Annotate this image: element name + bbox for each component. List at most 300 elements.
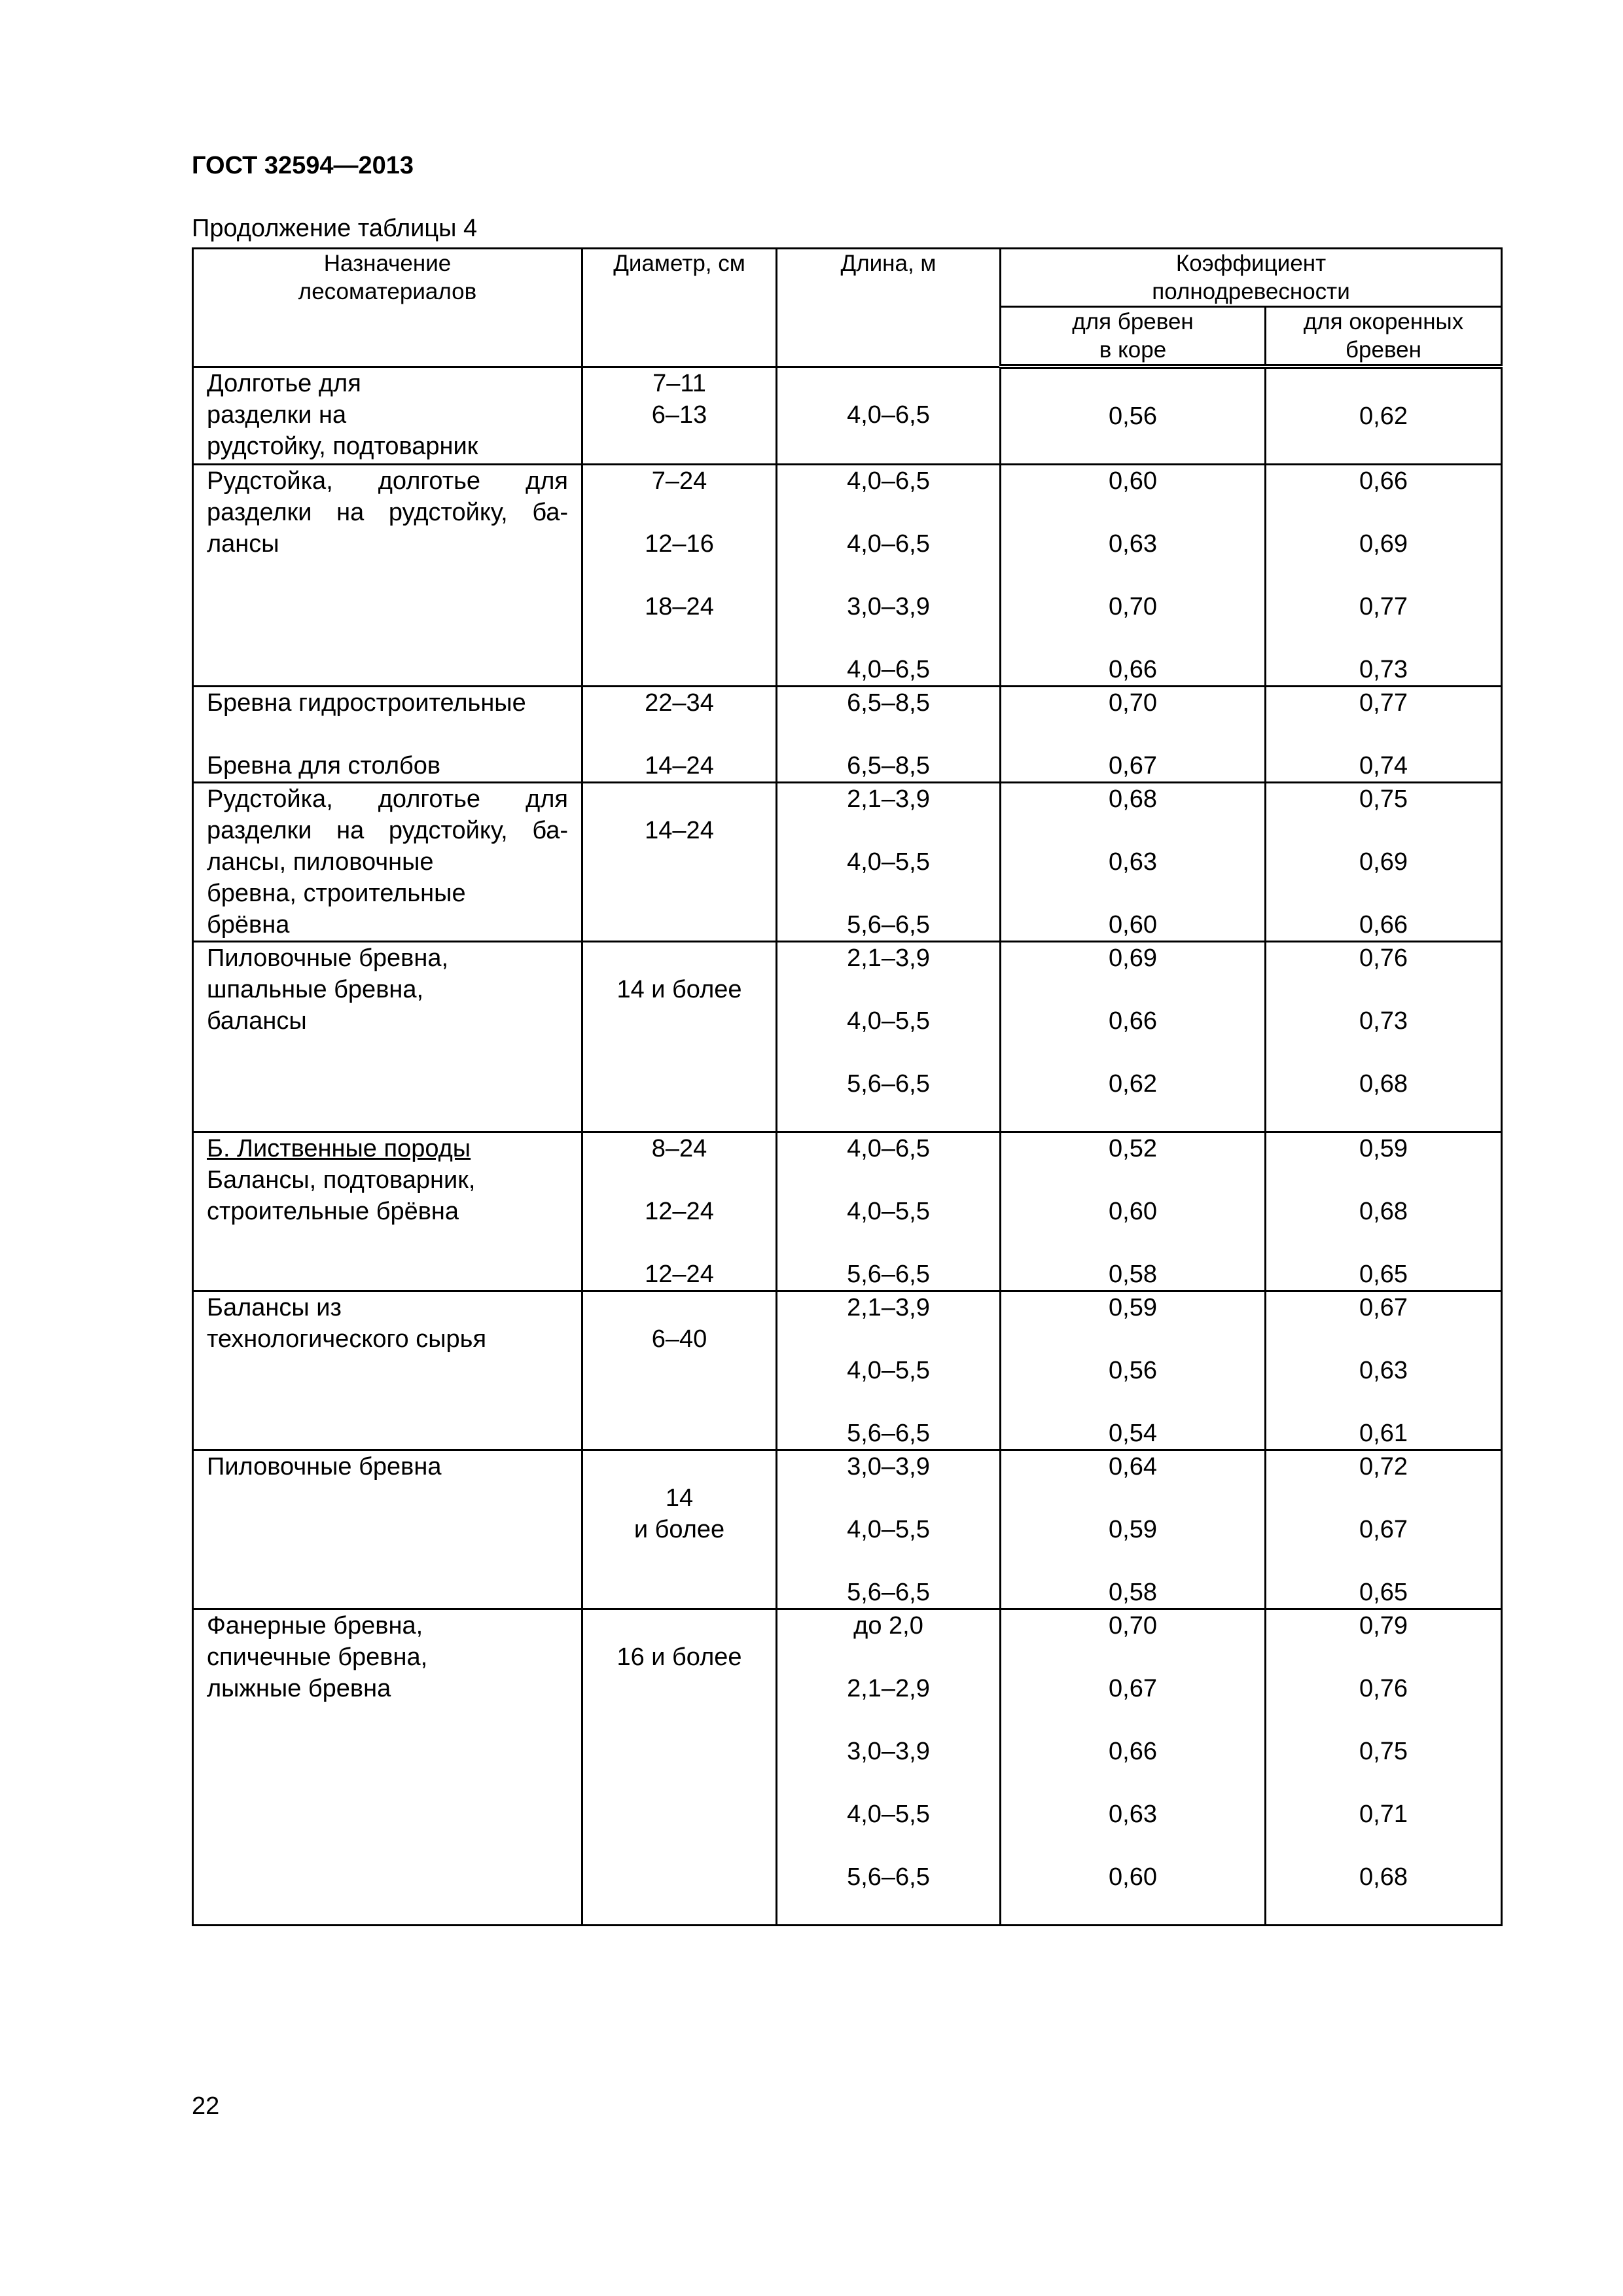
cell-coef-bark: [1001, 783, 1266, 942]
bark-line: [1001, 622, 1264, 654]
bark-line: [1001, 1641, 1264, 1673]
debarked-line: [1266, 1641, 1501, 1673]
bark-line: [1001, 1893, 1264, 1924]
bark-line: 0,63: [1109, 1801, 1157, 1828]
diameter-line: [583, 1164, 776, 1196]
length-line: [777, 431, 999, 462]
length-line: 2,1–3,9: [847, 944, 930, 972]
debarked-line: 0,63: [1359, 1357, 1408, 1384]
cell-diameter: [582, 783, 777, 942]
debarked-line: 0,77: [1359, 593, 1408, 620]
purpose-line: [207, 591, 568, 622]
length-line: 5,6–6,5: [847, 1261, 930, 1288]
debarked-line: 0,73: [1359, 1007, 1408, 1035]
bark-line: 0,64: [1109, 1453, 1157, 1480]
length-line: [777, 974, 999, 1005]
purpose-line: лансы, пиловочные: [207, 848, 434, 876]
diameter-line: [583, 1861, 776, 1893]
bark-line: 0,70: [1109, 1612, 1157, 1640]
diameter-line: [583, 1704, 776, 1736]
debarked-line: 0,67: [1359, 1516, 1408, 1543]
length-line: 4,0–5,5: [847, 1801, 930, 1828]
bark-line: 0,56: [1109, 1357, 1157, 1384]
purpose-line: Балансы из: [207, 1294, 342, 1321]
bark-line: 0,63: [1109, 848, 1157, 876]
diameter-line: [583, 719, 776, 750]
length-line: [777, 1037, 999, 1068]
header-coefficient: Коэффициент полнодревесности: [1001, 249, 1502, 307]
bark-line: 0,67: [1109, 752, 1157, 780]
debarked-line: 0,69: [1359, 848, 1408, 876]
length-line: 5,6–6,5: [847, 1863, 930, 1891]
bark-line: 0,62: [1109, 1070, 1157, 1098]
length-line: 5,6–6,5: [847, 1579, 930, 1606]
bark-line: [1001, 1227, 1264, 1259]
purpose-line: брёвна: [207, 911, 290, 939]
diameter-line: [583, 1100, 776, 1131]
debarked-line: 0,76: [1359, 1675, 1408, 1702]
debarked-line: 0,67: [1359, 1294, 1408, 1321]
purpose-line: разделки на: [207, 401, 347, 429]
length-line: 6,5–8,5: [847, 752, 930, 780]
cell-length: [777, 465, 1001, 687]
diameter-line: 7–24: [651, 467, 707, 495]
bark-line: 0,52: [1109, 1135, 1157, 1162]
bark-line: [1001, 719, 1264, 750]
length-line: [777, 368, 999, 399]
cell-diameter: [582, 942, 777, 1132]
length-line: [777, 622, 999, 654]
bark-line: 0,60: [1109, 1863, 1157, 1891]
cell-length: [777, 1609, 1001, 1926]
cell-purpose: [193, 1450, 582, 1609]
diameter-line: [583, 1355, 776, 1386]
purpose-line: [207, 560, 568, 591]
length-line: 3,0–3,9: [847, 593, 930, 620]
bark-line: 0,63: [1109, 530, 1157, 558]
table-row: [193, 783, 1502, 942]
purpose-line: спичечные бревна,: [207, 1643, 428, 1671]
cell-purpose: [193, 1132, 582, 1291]
cell-diameter: [582, 687, 777, 783]
debarked-line: [1266, 1545, 1501, 1577]
cell-coef-bark: [1001, 687, 1266, 783]
debarked-line: [1266, 974, 1501, 1005]
diameter-line: 6–40: [651, 1325, 707, 1353]
bark-line: 0,60: [1109, 1198, 1157, 1225]
cell-diameter: [582, 1291, 777, 1450]
diameter-line: и более: [633, 1516, 725, 1543]
length-line: [777, 1100, 999, 1131]
debarked-line: 0,68: [1359, 1198, 1408, 1225]
bark-line: [1001, 815, 1264, 846]
bark-line: 0,59: [1109, 1516, 1157, 1543]
debarked-line: 0,59: [1359, 1135, 1408, 1162]
purpose-line: бревна, строительные: [207, 880, 466, 907]
bark-line: 0,66: [1109, 1007, 1157, 1035]
debarked-line: 0,65: [1359, 1261, 1408, 1288]
cell-coef-bark: [1001, 1609, 1266, 1926]
bark-line: 0,70: [1109, 689, 1157, 717]
cell-diameter: [582, 465, 777, 687]
purpose-line: [207, 1704, 568, 1736]
cell-coef-bark: [1001, 942, 1266, 1132]
cell-purpose: [193, 942, 582, 1132]
diameter-line: 12–24: [645, 1261, 714, 1288]
purpose-line: Долготье для: [207, 369, 361, 397]
length-line: [777, 1227, 999, 1259]
cell-coef-debarked: [1266, 687, 1502, 783]
purpose-line: балансы: [207, 1007, 307, 1035]
diameter-line: [583, 1799, 776, 1830]
cell-coef-debarked: [1266, 1291, 1502, 1450]
purpose-line: [207, 1514, 568, 1545]
purpose-line: [207, 1830, 568, 1861]
debarked-line: 0,75: [1359, 785, 1408, 813]
diameter-line: 14: [665, 1484, 694, 1512]
cell-coef-debarked: [1266, 1609, 1502, 1926]
bark-line: 0,56: [1109, 403, 1157, 430]
cell-diameter: [582, 367, 777, 465]
debarked-line: [1266, 815, 1501, 846]
diameter-line: [583, 1292, 776, 1323]
purpose-line: [207, 1386, 568, 1418]
bark-line: [1001, 432, 1264, 463]
debarked-line: 0,79: [1359, 1612, 1408, 1640]
length-line: [777, 497, 999, 528]
debarked-line: 0,61: [1359, 1420, 1408, 1447]
purpose-line: [207, 719, 568, 750]
header-diameter: Диаметр, см: [582, 249, 777, 367]
diameter-line: 18–24: [645, 593, 714, 620]
debarked-line: [1266, 1830, 1501, 1861]
diameter-line: [583, 1610, 776, 1641]
cell-diameter: [582, 1450, 777, 1609]
purpose-line: [207, 1418, 568, 1449]
cell-diameter: [582, 1609, 777, 1926]
table-row: [193, 687, 1502, 783]
diameter-line: 12–16: [645, 530, 714, 558]
header-coef-debarked: для окоренных бревен: [1266, 307, 1502, 367]
purpose-line: строительные брёвна: [207, 1198, 459, 1225]
length-line: [777, 1704, 999, 1736]
length-line: 3,0–3,9: [847, 1453, 930, 1480]
diameter-line: [583, 622, 776, 654]
purpose-line: технологического сырья: [207, 1325, 487, 1353]
purpose-line: [207, 1893, 568, 1924]
cell-length: [777, 367, 1001, 465]
cell-purpose: [193, 1291, 582, 1450]
diameter-line: [583, 1037, 776, 1068]
length-line: 5,6–6,5: [847, 1070, 930, 1098]
debarked-line: 0,73: [1359, 656, 1408, 683]
purpose-line: [207, 1227, 568, 1259]
length-line: 5,6–6,5: [847, 911, 930, 939]
diameter-line: [583, 1418, 776, 1449]
diameter-line: [583, 846, 776, 878]
purpose-line: лыжные бревна: [207, 1675, 391, 1702]
debarked-line: 0,76: [1359, 944, 1408, 972]
diameter-line: [583, 1068, 776, 1100]
purpose-line: Фанерные бревна,: [207, 1612, 423, 1640]
diameter-line: 6–13: [651, 401, 707, 429]
cell-purpose: [193, 367, 582, 465]
debarked-line: 0,75: [1359, 1738, 1408, 1765]
purpose-line: [207, 1100, 568, 1131]
debarked-line: [1266, 369, 1501, 401]
length-line: 2,1–3,9: [847, 785, 930, 813]
purpose-line: шпальные бревна,: [207, 976, 424, 1003]
diameter-line: 22–34: [645, 689, 714, 717]
cell-coef-bark: [1001, 367, 1266, 465]
table-row: [193, 942, 1502, 1132]
bark-line: 0,58: [1109, 1261, 1157, 1288]
diameter-line: [583, 654, 776, 685]
length-line: [777, 1830, 999, 1861]
cell-purpose: [193, 465, 582, 687]
diameter-line: [583, 497, 776, 528]
debarked-line: [1266, 1704, 1501, 1736]
length-line: 4,0–5,5: [847, 1007, 930, 1035]
length-line: 4,0–6,5: [847, 1135, 930, 1162]
bark-line: 0,69: [1109, 944, 1157, 972]
length-line: [777, 1767, 999, 1799]
coefficient-table: [192, 247, 1503, 1926]
cell-coef-debarked: [1266, 942, 1502, 1132]
purpose-line: [207, 1355, 568, 1386]
bark-line: [1001, 369, 1264, 401]
length-line: [777, 815, 999, 846]
diameter-line: [583, 1767, 776, 1799]
table-row: [193, 465, 1502, 687]
cell-length: [777, 942, 1001, 1132]
purpose-line: [207, 1068, 568, 1100]
purpose-line: рудстойку, подтоварник: [207, 432, 478, 460]
length-line: 4,0–6,5: [847, 467, 930, 495]
diameter-line: 8–24: [651, 1135, 707, 1162]
cell-coef-debarked: [1266, 783, 1502, 942]
purpose-line: Рудстойка, долготье для: [207, 785, 568, 813]
purpose-line: [207, 1577, 568, 1608]
debarked-line: 0,69: [1359, 530, 1408, 558]
bark-line: [1001, 1386, 1264, 1418]
diameter-line: [583, 1386, 776, 1418]
table-row: [193, 1609, 1502, 1926]
debarked-line: [1266, 878, 1501, 909]
diameter-line: [583, 1005, 776, 1037]
length-line: 4,0–5,5: [847, 1198, 930, 1225]
purpose-line: Бревна для столбов: [207, 752, 441, 780]
length-line: 6,5–8,5: [847, 689, 930, 717]
cell-length: [777, 783, 1001, 942]
bark-line: [1001, 878, 1264, 909]
purpose-line: Б. Лиственные породы: [207, 1135, 471, 1162]
diameter-line: [583, 878, 776, 909]
length-line: [777, 1323, 999, 1355]
cell-diameter: [582, 1132, 777, 1291]
bark-line: [1001, 1830, 1264, 1861]
bark-line: 0,66: [1109, 1738, 1157, 1765]
length-line: 4,0–5,5: [847, 848, 930, 876]
bark-line: [1001, 1482, 1264, 1514]
diameter-line: 14–24: [645, 752, 714, 780]
bark-line: 0,59: [1109, 1294, 1157, 1321]
debarked-line: [1266, 622, 1501, 654]
bark-line: [1001, 974, 1264, 1005]
cell-length: [777, 687, 1001, 783]
header-purpose: Назначение лесоматериалов: [193, 249, 582, 367]
bark-line: 0,54: [1109, 1420, 1157, 1447]
length-line: 3,0–3,9: [847, 1738, 930, 1765]
debarked-line: [1266, 1893, 1501, 1924]
length-line: [777, 1641, 999, 1673]
bark-line: 0,70: [1109, 593, 1157, 620]
diameter-line: 14 и более: [616, 976, 742, 1003]
diameter-line: [583, 1451, 776, 1482]
purpose-line: [207, 1037, 568, 1068]
table-row: [193, 1450, 1502, 1609]
debarked-line: [1266, 1386, 1501, 1418]
bark-line: [1001, 1545, 1264, 1577]
debarked-line: 0,72: [1359, 1453, 1408, 1480]
header-length: Длина, м: [777, 249, 1001, 367]
diameter-line: [583, 1736, 776, 1767]
debarked-line: [1266, 719, 1501, 750]
purpose-line: Рудстойка, долготье для: [207, 467, 568, 495]
debarked-line: 0,65: [1359, 1579, 1408, 1606]
diameter-line: [583, 909, 776, 941]
cell-length: [777, 1291, 1001, 1450]
debarked-line: 0,74: [1359, 752, 1408, 780]
diameter-line: [583, 431, 776, 462]
debarked-line: [1266, 497, 1501, 528]
debarked-line: [1266, 1227, 1501, 1259]
debarked-line: [1266, 1037, 1501, 1068]
purpose-line: [207, 1767, 568, 1799]
cell-coef-debarked: [1266, 1132, 1502, 1291]
bark-line: [1001, 1164, 1264, 1196]
bark-line: 0,58: [1109, 1579, 1157, 1606]
table-row: [193, 367, 1502, 465]
bark-line: [1001, 1100, 1264, 1131]
debarked-line: [1266, 432, 1501, 463]
purpose-line: [207, 654, 568, 685]
cell-coef-debarked: [1266, 1450, 1502, 1609]
debarked-line: [1266, 1767, 1501, 1799]
cell-coef-bark: [1001, 1132, 1266, 1291]
length-line: [777, 1164, 999, 1196]
header-coef-bark: для бревен в коре: [1001, 307, 1266, 367]
purpose-line: [207, 1799, 568, 1830]
length-line: [777, 719, 999, 750]
debarked-line: [1266, 1482, 1501, 1514]
length-line: [777, 1482, 999, 1514]
debarked-line: [1266, 1164, 1501, 1196]
diameter-line: [583, 1830, 776, 1861]
header-row: [193, 249, 1502, 307]
diameter-line: 7–11: [652, 369, 706, 397]
table-caption: Продолжение таблицы 4: [192, 215, 478, 242]
cell-coef-bark: [1001, 465, 1266, 687]
bark-line: [1001, 1704, 1264, 1736]
debarked-line: 0,71: [1359, 1801, 1408, 1828]
bark-line: [1001, 560, 1264, 591]
bark-line: [1001, 1767, 1264, 1799]
cell-coef-debarked: [1266, 367, 1502, 465]
bark-line: 0,67: [1109, 1675, 1157, 1702]
purpose-line: Балансы, подтоварник,: [207, 1166, 476, 1194]
bark-line: 0,66: [1109, 656, 1157, 683]
length-line: 5,6–6,5: [847, 1420, 930, 1447]
table-row: [193, 1132, 1502, 1291]
bark-line: [1001, 1323, 1264, 1355]
purpose-line: [207, 1736, 568, 1767]
debarked-line: 0,66: [1359, 911, 1408, 939]
purpose-line: Пиловочные бревна,: [207, 944, 449, 972]
cell-length: [777, 1450, 1001, 1609]
length-line: [777, 1545, 999, 1577]
diameter-line: [583, 1893, 776, 1924]
debarked-line: 0,62: [1359, 403, 1408, 430]
diameter-line: [583, 1673, 776, 1704]
purpose-line: разделки на рудстойку, ба-: [207, 817, 568, 844]
purpose-line: разделки на рудстойку, ба-: [207, 499, 568, 526]
cell-length: [777, 1132, 1001, 1291]
diameter-line: [583, 1577, 776, 1608]
diameter-line: 14–24: [645, 817, 714, 844]
diameter-line: [583, 942, 776, 974]
diameter-line: [583, 560, 776, 591]
debarked-line: 0,66: [1359, 467, 1408, 495]
debarked-line: [1266, 560, 1501, 591]
length-line: [777, 878, 999, 909]
length-line: [777, 1386, 999, 1418]
purpose-line: Бревна гидростроительные: [207, 689, 526, 717]
purpose-line: [207, 622, 568, 654]
diameter-line: [583, 1227, 776, 1259]
bark-line: 0,60: [1109, 467, 1157, 495]
purpose-line: [207, 1861, 568, 1893]
purpose-line: лансы: [207, 530, 279, 558]
debarked-line: [1266, 1100, 1501, 1131]
diameter-line: [583, 1545, 776, 1577]
length-line: 4,0–6,5: [847, 530, 930, 558]
length-line: 2,1–3,9: [847, 1294, 930, 1321]
length-line: [777, 1893, 999, 1924]
bark-line: 0,60: [1109, 911, 1157, 939]
page-number: 22: [192, 2092, 220, 2120]
length-line: 4,0–5,5: [847, 1357, 930, 1384]
length-line: 4,0–6,5: [847, 401, 930, 429]
length-line: 4,0–6,5: [847, 656, 930, 683]
cell-coef-bark: [1001, 1450, 1266, 1609]
length-line: 2,1–2,9: [847, 1675, 930, 1702]
purpose-line: [207, 1545, 568, 1577]
cell-purpose: [193, 1609, 582, 1926]
cell-coef-bark: [1001, 1291, 1266, 1450]
cell-purpose: [193, 687, 582, 783]
debarked-line: 0,68: [1359, 1863, 1408, 1891]
table-body: [193, 367, 1502, 1926]
debarked-line: [1266, 1323, 1501, 1355]
length-line: до 2,0: [853, 1612, 923, 1640]
length-line: 4,0–5,5: [847, 1516, 930, 1543]
diameter-line: 12–24: [645, 1198, 714, 1225]
length-line: [777, 560, 999, 591]
cell-coef-debarked: [1266, 465, 1502, 687]
diameter-line: [583, 783, 776, 815]
debarked-line: 0,77: [1359, 689, 1408, 717]
